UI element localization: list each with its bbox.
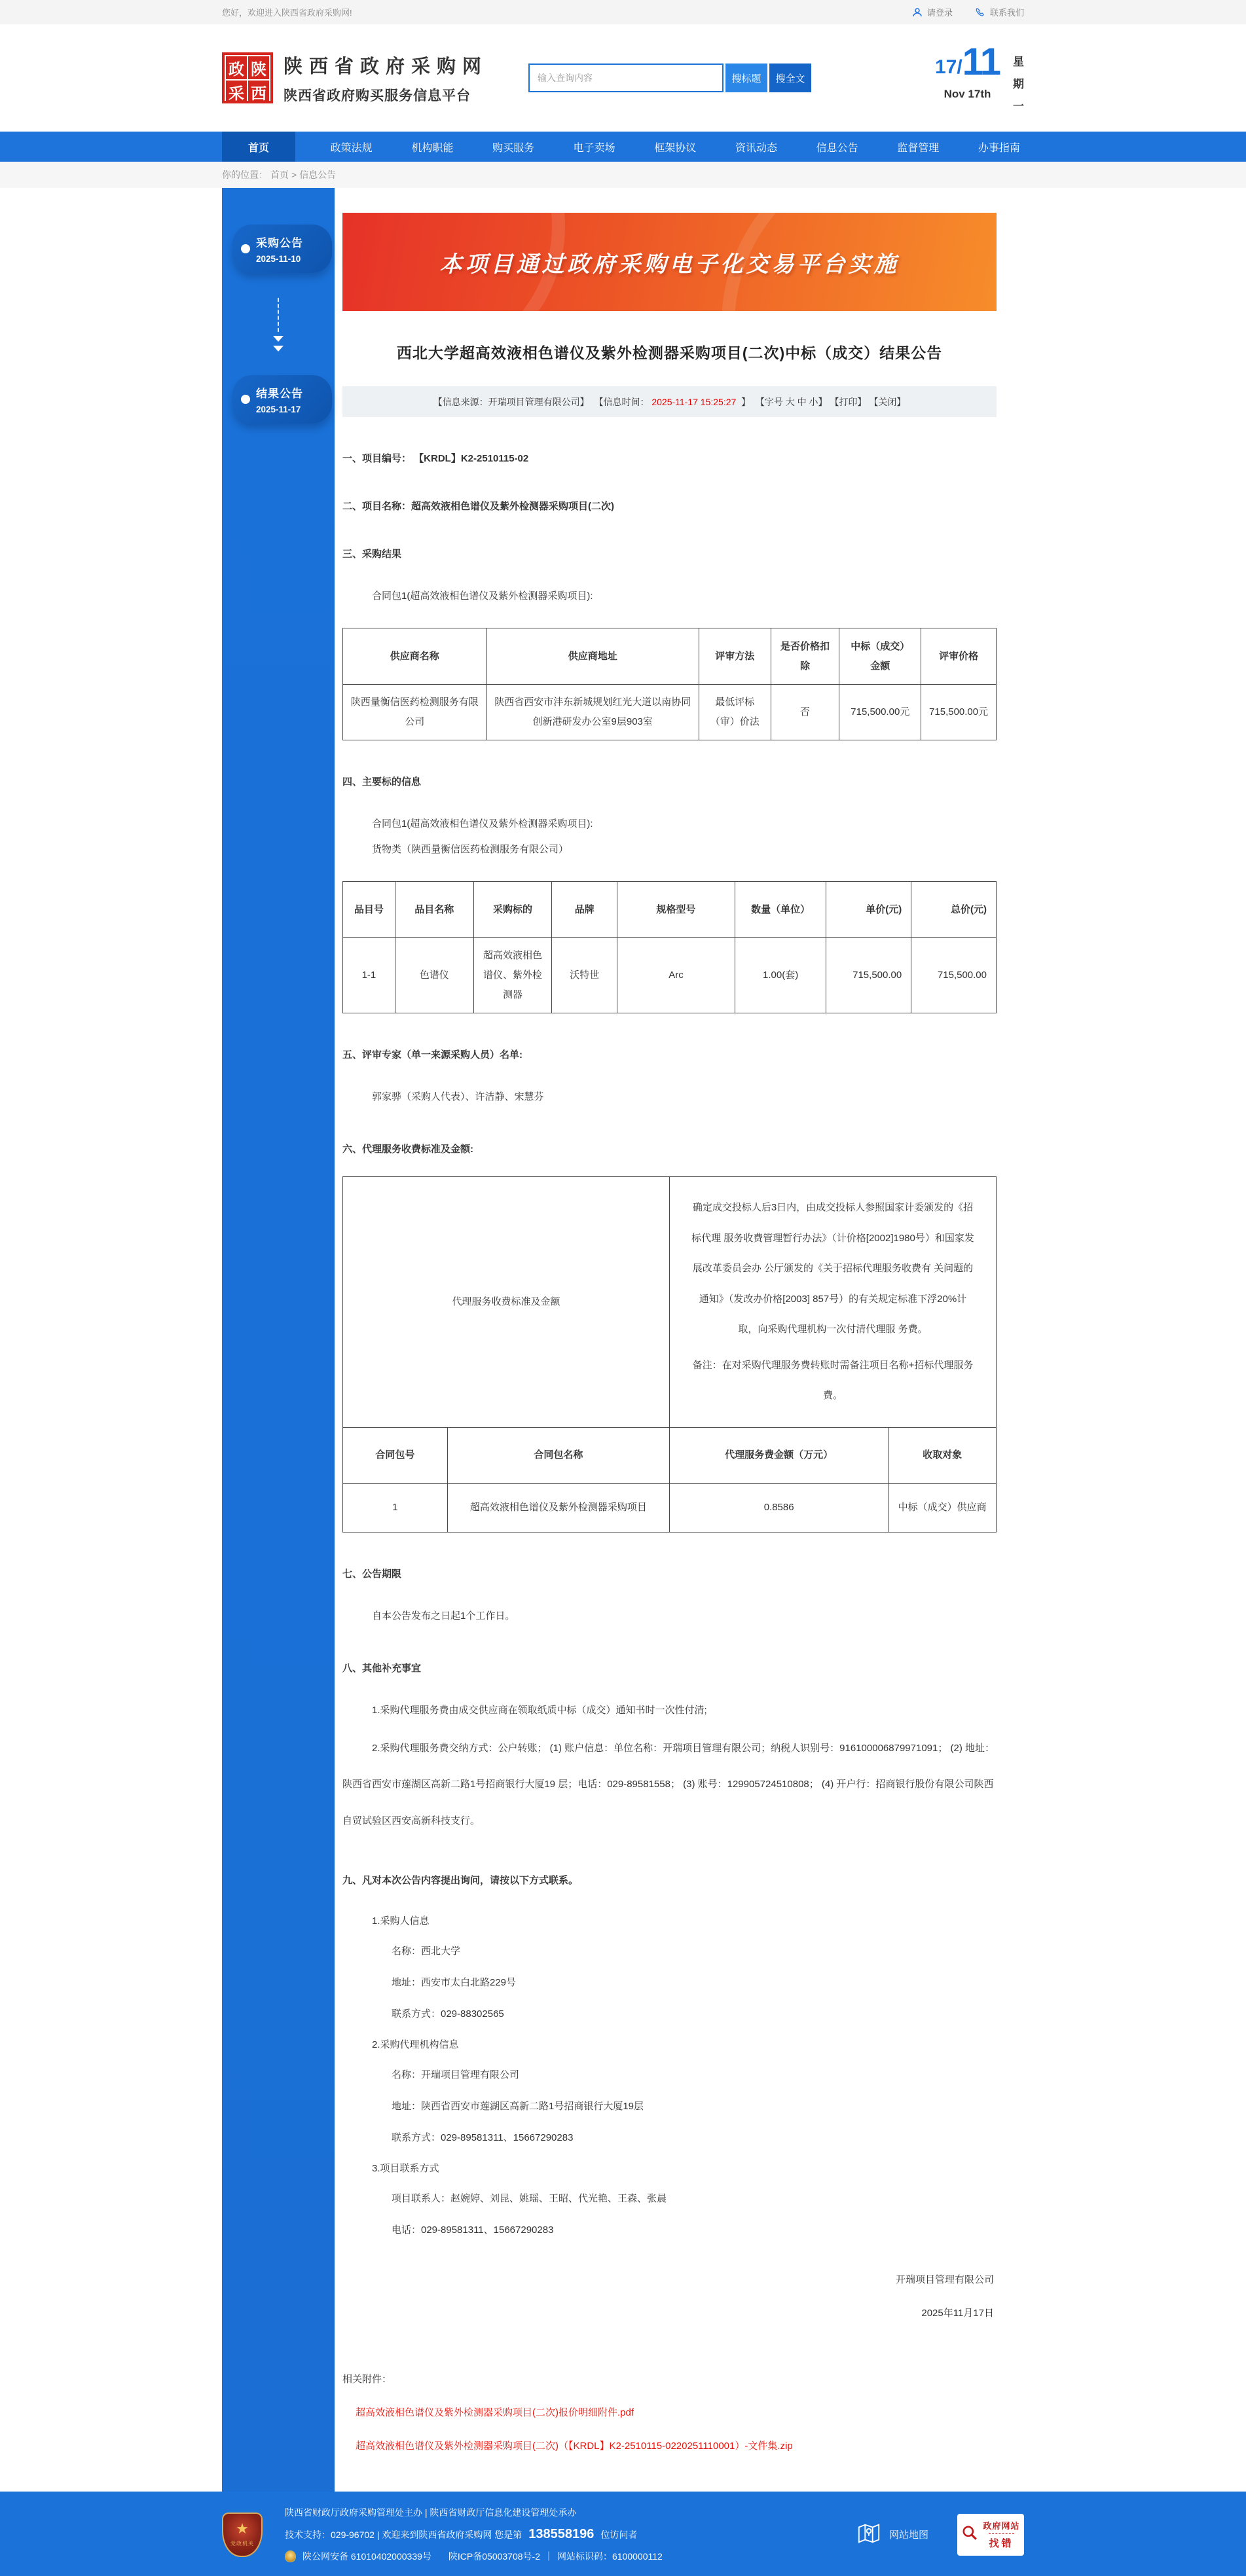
sidebar-item-purchase-announcement[interactable]: 采购公告 2025-11-10 (232, 225, 332, 273)
section-5-title: 五、评审专家（单一来源采购人员）名单: (342, 1049, 522, 1061)
content-area (0, 188, 1246, 2492)
agency-fee-table (342, 1176, 997, 1428)
procurement-subject-cell: 超高效液相色谱仪、紫外检测器 (473, 938, 552, 1013)
purchaser-address: 地址：西安市太白北路229号 (392, 1977, 517, 1988)
section-8-para2: 2.采购代理服务费交纳方式：公户转账； (1) 账户信息：单位名称：开瑞项目管理有限公司；纳税人识别号：916100006879971091； (2) 地址：陕西省西安市莲湖区高新二路1号招商银行大厦19 层；电话：029-89581558； (3) 账号：129905724510808； (4) 开户行：招商银行股份有限公司陕西自贸试验区西安高新科技支行。 (342, 1742, 995, 1826)
section-9-title: 九、凡对本次公告内容提出询问，请按以下方式联系。 (342, 1875, 579, 1886)
agency-fee-detail-table (342, 1427, 997, 1533)
seal-logo-icon: 政 陕 采 西 (222, 52, 273, 103)
footer-organizer-line: 陕西省财政厅政府采购管理处主办 | 陕西省财政厅信息化建设管理处承办 (285, 2507, 577, 2518)
package-name-cell: 超高效液相色谱仪及紫外检测器采购项目 (447, 1483, 669, 1532)
nav-item-e-marketplace[interactable]: 电子卖场 (573, 142, 615, 154)
attachments-title: 相关附件： (342, 2374, 392, 2385)
attachment-pdf-link[interactable]: 超高效液相色谱仪及紫外检测器采购项目(二次)报价明细附件.pdf (356, 2407, 634, 2418)
attachment-zip-link[interactable]: 超高效液相色谱仪及紫外检测器采购项目(二次)（【KRDL】K2-2510115-0220251110001）-文件集.zip (356, 2440, 793, 2452)
login-label: 请登录 (926, 8, 953, 18)
sitemap-link[interactable] (856, 2521, 928, 2549)
nav-item-purchase-services[interactable]: 购买服务 (492, 142, 534, 154)
date-english: Nov 17th (944, 87, 991, 100)
fee-standard-label-cell: 代理服务收费标准及金额 (343, 1177, 670, 1428)
footer (0, 2492, 1246, 2576)
column-header: 单价(元) (826, 882, 911, 938)
topbar (0, 0, 1246, 24)
nav-item-guide[interactable]: 办事指南 (978, 142, 1020, 154)
agency-name: 名称：开瑞项目管理有限公司 (392, 2069, 520, 2080)
column-header: 总价(元) (911, 882, 997, 938)
column-header: 品目名称 (395, 882, 473, 938)
arrow-down-icon (222, 298, 335, 352)
section-4-category: 货物类（陕西量衡信医药检测服务有限公司） (372, 844, 569, 855)
nav-item-home[interactable]: 首页 (222, 132, 295, 162)
purchaser-contact: 联系方式：029-88302565 (392, 2008, 504, 2020)
visitor-count: 138558196 (528, 2527, 595, 2541)
gov-site-error-report-button[interactable]: 政府网站 找错 (957, 2514, 1024, 2556)
breadcrumb-home[interactable]: 首页 (270, 170, 289, 180)
breadcrumb (222, 162, 1024, 188)
date-weekday: 星 期 一 (1013, 55, 1024, 113)
user-icon (912, 7, 923, 18)
breadcrumb-separator: > (291, 170, 297, 180)
icp-beian-link[interactable]: 陕ICP备05003708号-2 (448, 2551, 540, 2562)
table-row (343, 1483, 997, 1532)
column-header: 评审价格 (921, 628, 997, 685)
column-header: 数量（单位） (735, 882, 826, 938)
agency-contact: 联系方式：029-89581311、15667290283 (392, 2132, 574, 2143)
section-8-para1: 1.采购代理服务费由成交供应商在领取纸质中标（成交）通知书时一次性付清; (372, 1704, 707, 1716)
breadcrumb-band (0, 162, 1246, 188)
project-contact-title: 3.项目联系方式 (372, 2163, 439, 2174)
quantity-cell: 1.00(套) (735, 938, 826, 1013)
award-amount-cell: 715,500.00元 (839, 685, 921, 740)
supplier-address-cell: 陕西省西安市沣东新城规划红光大道以南协同创新港研发办公室9层903室 (486, 685, 699, 740)
column-header: 供应商地址 (486, 628, 699, 685)
column-header: 品目号 (343, 882, 395, 938)
phone-icon (975, 7, 985, 18)
subject-matter-table (342, 881, 997, 1013)
agency-address: 地址：陕西省西安市莲湖区高新二路1号招商银行大厦19层 (392, 2101, 644, 2112)
date-month: 11 (962, 40, 1000, 83)
fontsize-medium-button[interactable]: 中 (794, 396, 807, 407)
section-2-project-name: 二、项目名称：超高效液相色谱仪及紫外检测器采购项目(二次) (342, 501, 614, 512)
meta-time-close: 】 (736, 396, 756, 407)
meta-source: 【信息来源：开瑞项目管理有限公司】 (433, 396, 595, 407)
search-title-button[interactable]: 搜标题 (725, 63, 767, 92)
column-header: 品牌 (552, 882, 617, 938)
nav-item-supervision[interactable]: 监督管理 (897, 142, 940, 154)
total-price-cell: 715,500.00 (911, 938, 997, 1013)
column-header: 评审方法 (699, 628, 771, 685)
agency-info-title: 2.采购代理机构信息 (372, 2039, 459, 2050)
review-price-cell: 715,500.00元 (921, 685, 997, 740)
column-header: 采购标的 (473, 882, 552, 938)
date-widget (934, 40, 1024, 113)
meta-time-label: 【信息时间： (594, 396, 652, 407)
project-contact-persons: 项目联系人：赵婉婷、刘昆、姚瑶、王昭、代光艳、王森、张晨 (392, 2193, 667, 2204)
meta-time-value: 2025-11-17 15:25:27 (651, 396, 737, 407)
fontsize-large-button[interactable]: 大 (785, 396, 795, 407)
breadcrumb-label: 你的位置： (222, 170, 268, 180)
unit-price-cell: 715,500.00 (826, 938, 911, 1013)
magnifier-icon (961, 2524, 978, 2545)
sitemap-icon (856, 2521, 881, 2549)
table-row (343, 685, 997, 740)
bullet-dot-icon (241, 395, 250, 404)
review-method-cell: 最低评标（审）价法 (699, 685, 771, 740)
column-header: 合同包号 (343, 1427, 448, 1483)
price-deduction-cell: 否 (771, 685, 839, 740)
column-header: 中标（成交）金额 (839, 628, 921, 685)
footer-beian-line (285, 2550, 663, 2563)
police-badge-icon (285, 2550, 296, 2562)
header (0, 24, 1246, 132)
signature-block (342, 2263, 997, 2330)
site-id-code: 网站标识码：6100000112 (557, 2551, 663, 2562)
site-title: 陕西省政府采购网 (284, 56, 488, 77)
article-title: 西北大学超高效液相色谱仪及紫外检测器采购项目(二次)中标（成交）结果公告 (396, 344, 943, 361)
section-6-title: 六、代理服务收费标准及金额: (342, 1144, 473, 1155)
column-header: 是否价格扣除 (771, 628, 839, 685)
fee-standard-desc-cell: 确定成交投标人后3日内，由成交投标人参照国家计委颁发的《招标代理 服务收费管理暂行办法》（计价格[2002]1980号）和国家发展改革委员会办 公厅颁发的《关于招标代理服务收费有 关问题的通知》（发改办价格[2003] 857号）的有关规定标准下浮20%计取，向采购代理机构一次付清代理服 务费。 备注：在对采购代理服务费转账时需备注项目名称+招标代理服务费。 (670, 1177, 997, 1428)
site-logo (222, 52, 488, 105)
section-7-title: 七、公告期限 (342, 1568, 402, 1580)
login-link[interactable] (912, 6, 953, 18)
article-meta-bar (342, 386, 997, 417)
date-day: 17/ (934, 56, 962, 78)
package-number-cell: 1 (343, 1483, 448, 1532)
government-emblem-icon: ★ 党政机关 (222, 2513, 263, 2557)
section-3-title: 三、采购结果 (342, 549, 402, 560)
site-subtitle: 陕西省政府购买服务信息平台 (284, 88, 471, 103)
sidebar-item-result-announcement[interactable]: 结果公告 2025-11-17 (232, 375, 332, 424)
bullet-dot-icon (241, 244, 250, 253)
section-4-title: 四、主要标的信息 (342, 776, 422, 788)
fontsize-small-button[interactable]: 小 (806, 396, 818, 407)
fee-amount-cell: 0.8586 (669, 1483, 888, 1532)
search-fulltext-button[interactable]: 搜全文 (769, 63, 811, 92)
purchaser-name: 名称：西北大学 (392, 1946, 461, 1957)
item-number-cell: 1-1 (343, 938, 395, 1013)
breadcrumb-current[interactable]: 信息公告 (299, 170, 337, 180)
attachments-section (342, 2372, 997, 2452)
contact-link[interactable] (975, 6, 1024, 18)
fee-payer-cell: 中标（成交）供应商 (889, 1483, 997, 1532)
section-3-package: 合同包1(超高效液相色谱仪及紫外检测器采购项目): (372, 590, 593, 602)
nav-item-framework-agreements[interactable]: 框架协议 (654, 142, 697, 154)
column-header: 合同包名称 (447, 1427, 669, 1483)
search-bar (528, 63, 811, 92)
sitemap-label: 网站地图 (889, 2530, 928, 2541)
nav-item-news[interactable]: 资讯动态 (735, 142, 777, 154)
item-name-cell: 色谱仪 (395, 938, 473, 1013)
section-4-package: 合同包1(超高效液相色谱仪及紫外检测器采购项目): (372, 818, 593, 829)
print-button[interactable]: 【打印】 (830, 396, 867, 407)
purchaser-info-title: 1.采购人信息 (372, 1915, 430, 1927)
close-button[interactable]: 【关闭】 (866, 396, 906, 407)
section-8-title: 八、其他补充事宜 (342, 1662, 422, 1674)
section-1-project-number: 一、项目编号： 【KRDL】K2-2510115-02 (342, 453, 529, 464)
column-header: 供应商名称 (343, 628, 487, 685)
footer-support-line: 技术支持：029-96702 | 欢迎来到陕西省政府采购网 您是第 138558196 位访问者 (285, 2527, 638, 2541)
announcement-timeline-sidebar (222, 188, 335, 2492)
meta-fontsize-label: 【字号 (755, 396, 786, 407)
project-contact-phone: 电话：029-89581311、15667290283 (392, 2224, 554, 2236)
platform-banner (342, 213, 997, 311)
supplier-name-cell: 陕西量衡信医药检测服务有限公司 (343, 685, 487, 740)
banner-text: 本项目通过政府采购电子化交易平台实施 (439, 251, 900, 277)
column-header: 收取对象 (889, 1427, 997, 1483)
nav-item-functions[interactable]: 机构职能 (411, 142, 454, 154)
nav-item-announcements[interactable]: 信息公告 (816, 142, 858, 154)
nav-item-policies[interactable]: 政策法规 (330, 142, 373, 154)
welcome-text: 您好，欢迎进入陕西省政府采购网! (222, 8, 352, 18)
table-row (343, 938, 997, 1013)
search-input[interactable] (528, 63, 724, 92)
police-beian-link[interactable]: 陕公网安备 61010402000339号 (302, 2551, 431, 2562)
divider: ｜ (543, 2551, 553, 2562)
meta-fontsize-close: 】 (818, 396, 830, 407)
main-nav (0, 132, 1246, 162)
section-7-value: 自本公告发布之日起1个工作日。 (372, 1610, 515, 1622)
signature-company: 开瑞项目管理有限公司 (895, 2274, 994, 2285)
signature-date: 2025年11月17日 (921, 2308, 994, 2319)
contact-label: 联系我们 (989, 8, 1024, 18)
model-cell: Arc (617, 938, 735, 1013)
article-main (335, 188, 1024, 2492)
column-header: 代理服务费金额（万元） (669, 1427, 888, 1483)
brand-cell: 沃特世 (552, 938, 617, 1013)
procurement-result-table (342, 628, 997, 740)
column-header: 规格型号 (617, 882, 735, 938)
section-5-experts: 郭家骅（采购人代表）、许洁静、宋慧芬 (372, 1091, 544, 1102)
